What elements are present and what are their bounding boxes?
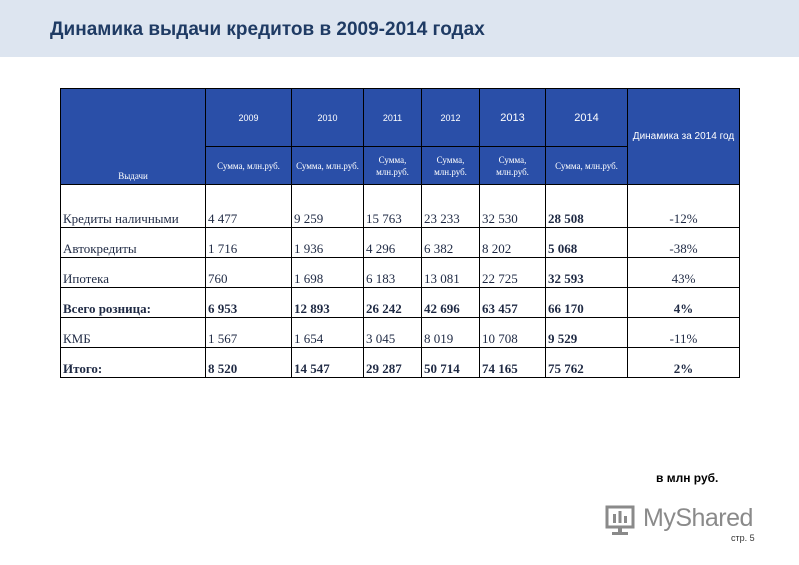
sum-header: Сумма, млн.руб. <box>480 147 546 185</box>
table-row <box>61 318 740 348</box>
sum-header: Сумма, млн.руб. <box>546 147 628 185</box>
table-cell: 1 698 <box>292 258 364 288</box>
year-header: 2010 <box>292 89 364 147</box>
table-cell: 8 019 <box>422 318 480 348</box>
table-cell: 9 529 <box>546 318 628 348</box>
table-cell: 9 259 <box>292 185 364 228</box>
table-row <box>61 228 740 258</box>
table-cell: 14 547 <box>292 348 364 378</box>
page-number: стр. 5 <box>731 533 755 543</box>
table-cell: 13 081 <box>422 258 480 288</box>
table-cell: 4 296 <box>364 228 422 258</box>
year-header: 2014 <box>546 89 628 147</box>
row-label: Кредиты наличными <box>61 185 206 228</box>
sum-header: Сумма, млн.руб. <box>364 147 422 185</box>
table-cell: 6 953 <box>206 288 292 318</box>
table-cell: 760 <box>206 258 292 288</box>
table-cell: 12 893 <box>292 288 364 318</box>
table-cell: 1 936 <box>292 228 364 258</box>
table-row <box>61 288 740 318</box>
table-cell: 3 045 <box>364 318 422 348</box>
credit-issuance-table <box>60 88 740 378</box>
table-cell: 8 202 <box>480 228 546 258</box>
row-label: Ипотека <box>61 258 206 288</box>
table-cell: 1 654 <box>292 318 364 348</box>
dynamics-cell: -38% <box>628 228 740 258</box>
table-row <box>61 258 740 288</box>
dynamics-cell: -12% <box>628 185 740 228</box>
table-cell: 1 567 <box>206 318 292 348</box>
dynamics-header: Динамика за 2014 год <box>628 89 740 185</box>
table-row <box>61 348 740 378</box>
table-cell: 32 530 <box>480 185 546 228</box>
year-header: 2013 <box>480 89 546 147</box>
sum-header: Сумма, млн.руб. <box>206 147 292 185</box>
table-cell: 26 242 <box>364 288 422 318</box>
table-cell: 10 708 <box>480 318 546 348</box>
logo-icon <box>605 502 637 536</box>
row-label: КМБ <box>61 318 206 348</box>
table-cell: 32 593 <box>546 258 628 288</box>
dynamics-cell: 43% <box>628 258 740 288</box>
table-cell: 6 183 <box>364 258 422 288</box>
table-row <box>61 185 740 228</box>
table-cell: 6 382 <box>422 228 480 258</box>
table-cell: 8 520 <box>206 348 292 378</box>
table-cell: 15 763 <box>364 185 422 228</box>
unit-note: в млн руб. <box>656 471 719 485</box>
row-label: Всего розница: <box>61 288 206 318</box>
row-label: Автокредиты <box>61 228 206 258</box>
table-cell: 50 714 <box>422 348 480 378</box>
table-cell: 4 477 <box>206 185 292 228</box>
table-cell: 5 068 <box>546 228 628 258</box>
dynamics-cell: 4% <box>628 288 740 318</box>
header-corner-label: Выдачи <box>61 89 206 185</box>
table-cell: 63 457 <box>480 288 546 318</box>
sum-header: Сумма, млн.руб. <box>422 147 480 185</box>
sum-header: Сумма, млн.руб. <box>292 147 364 185</box>
table-cell: 1 716 <box>206 228 292 258</box>
row-label: Итого: <box>61 348 206 378</box>
logo-text: MyShared <box>643 504 753 532</box>
year-header: 2009 <box>206 89 292 147</box>
table-cell: 66 170 <box>546 288 628 318</box>
page-title: Динамика выдачи кредитов в 2009-2014 годах <box>50 19 485 40</box>
table-cell: 42 696 <box>422 288 480 318</box>
table-cell: 74 165 <box>480 348 546 378</box>
dynamics-cell: -11% <box>628 318 740 348</box>
table-cell: 22 725 <box>480 258 546 288</box>
year-header: 2011 <box>364 89 422 147</box>
table-cell: 29 287 <box>364 348 422 378</box>
dynamics-cell: 2% <box>628 348 740 378</box>
table-cell: 23 233 <box>422 185 480 228</box>
table-cell: 75 762 <box>546 348 628 378</box>
year-header: 2012 <box>422 89 480 147</box>
table-cell: 28 508 <box>546 185 628 228</box>
